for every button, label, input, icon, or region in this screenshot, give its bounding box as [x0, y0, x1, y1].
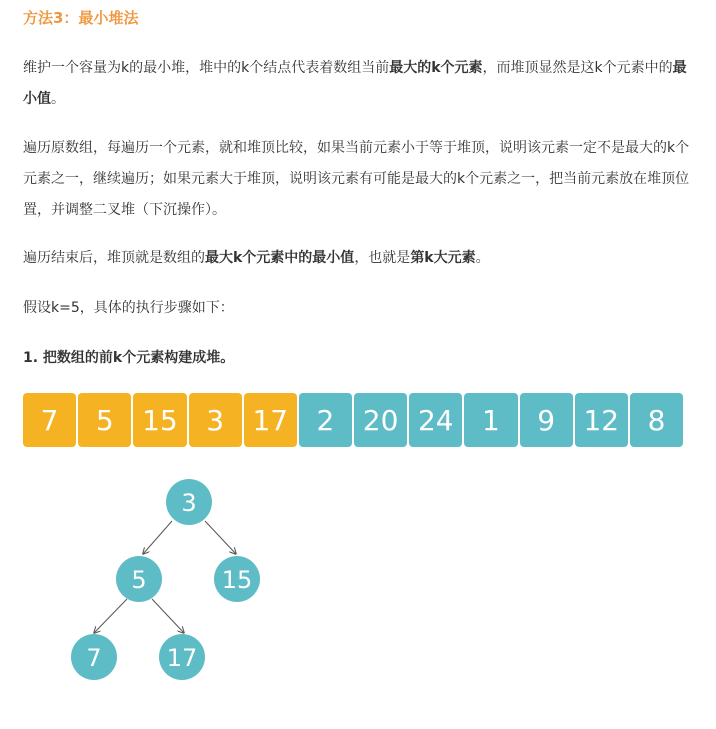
tree-node-label: 5: [131, 566, 147, 594]
edge-3-5: [143, 521, 172, 554]
array-cell: 2: [299, 393, 352, 447]
array-cell: 9: [520, 393, 573, 447]
p1-bold-largest-k: 最大的k个元素: [389, 60, 483, 76]
tree-node-label: 3: [181, 489, 197, 517]
paragraph-min-heap-intro: [23, 53, 693, 115]
p3-text-d: 。: [475, 250, 490, 266]
tree-node-7: [71, 634, 117, 680]
edge-5-17: [152, 599, 184, 633]
tree-node-5: [116, 556, 162, 602]
tree-node-17: [159, 634, 205, 680]
edge-3-15: [205, 521, 236, 554]
p1-text-d: 。: [51, 91, 65, 107]
p3-bold-kth-largest: 第k大元素: [410, 250, 476, 266]
edge-5-7: [94, 599, 127, 633]
tree-node-label: 15: [221, 566, 253, 594]
array-cell: 3: [189, 393, 242, 447]
array-cell: 17: [244, 393, 297, 447]
array-cell: 5: [78, 393, 131, 447]
tree-node-15: [214, 556, 260, 602]
paragraph-result: [23, 243, 693, 274]
tree-node-3: [166, 479, 212, 525]
heap-tree-diagram: [0, 470, 716, 700]
tree-node-label: 17: [166, 644, 198, 672]
p3-text-a: 遍历结束后，堆顶就是数组的: [23, 250, 205, 266]
array-cell: 8: [630, 393, 683, 447]
array-cell: 12: [575, 393, 628, 447]
p1-bold-min-value: 最小值: [23, 60, 687, 107]
p3-text-c: ，也就是: [354, 250, 411, 266]
paragraph-traverse: 遍历原数组，每遍历一个元素，就和堆顶比较，如果当前元素小于等于堆顶，说明该元素一定不是最大的k个元素之一，继续遍历；如果元素大于堆顶，说明该元素有可能是最大的k个元素之一，把当前元素放在堆顶位置，并调整二叉堆（下沉操作）。: [23, 140, 690, 218]
array-cell: 7: [23, 393, 76, 447]
array-cell: 24: [409, 393, 462, 447]
p1-text-c: ，而堆顶显然是这k个元素中的: [482, 60, 673, 76]
array-cell: 15: [133, 393, 186, 447]
array-cell: 1: [464, 393, 517, 447]
p3-bold-min-of-largest: 最大k个元素中的最小值: [205, 250, 355, 266]
section-heading: 方法3：最小堆法: [23, 9, 139, 27]
paragraph-assume-k: 假设k=5，具体的执行步骤如下：: [23, 300, 234, 316]
array-cell: 20: [354, 393, 407, 447]
p1-text-a: 维护一个容量为k的最小堆，堆中的k个结点代表着数组当前: [23, 60, 390, 76]
array-diagram: [23, 393, 683, 447]
tree-node-label: 7: [86, 644, 102, 672]
step-1-title: 1. 把数组的前k个元素构建成堆。: [23, 350, 235, 366]
